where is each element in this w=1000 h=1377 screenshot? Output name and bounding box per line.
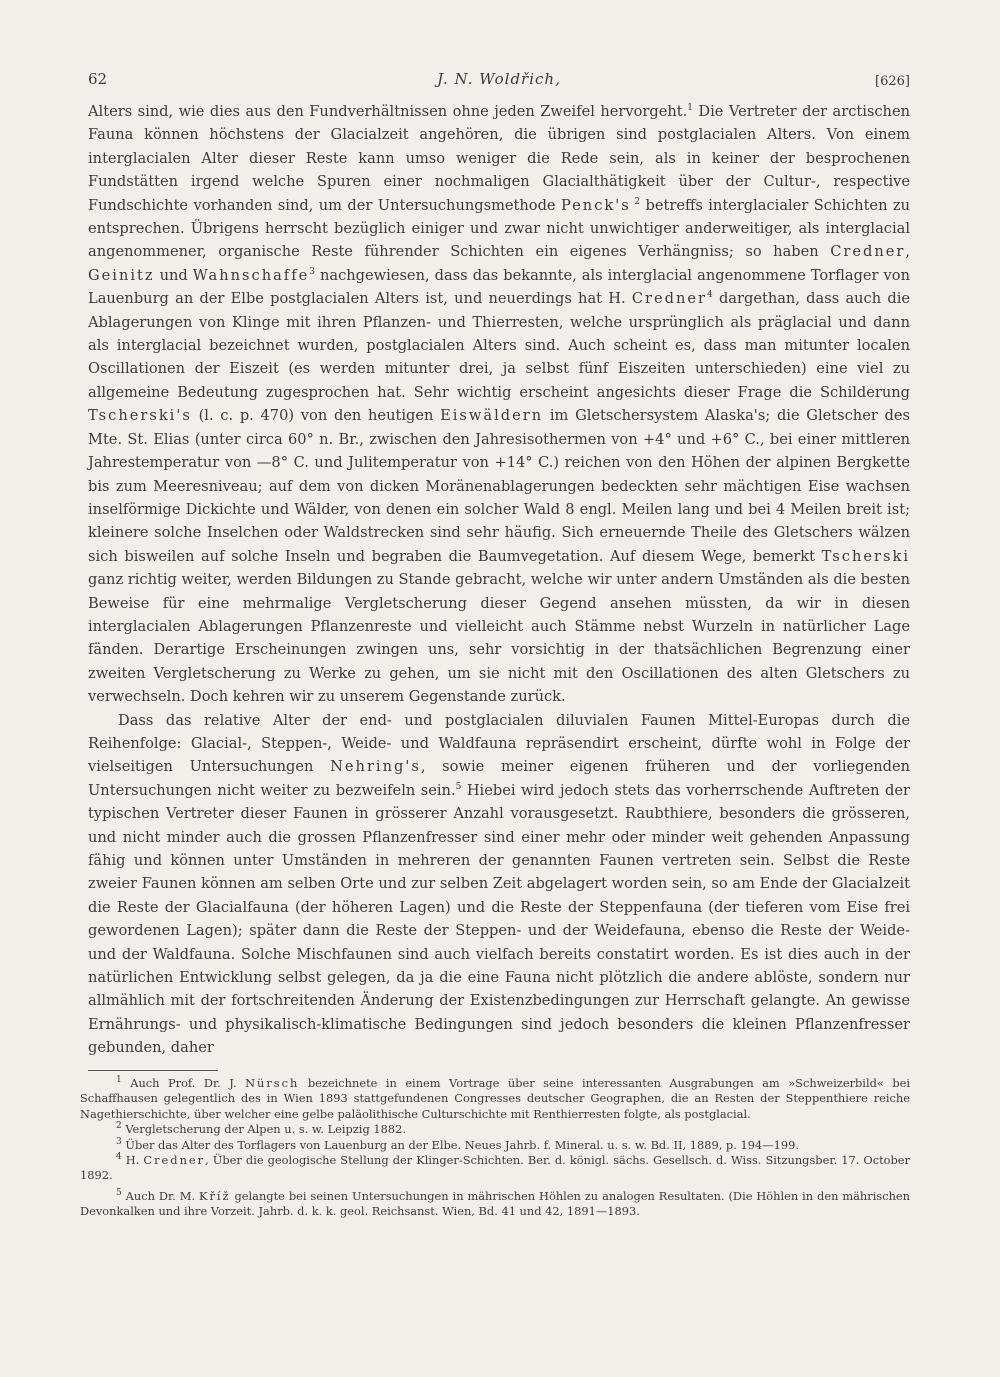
text-run: Die Vertreter der arctischen Fauna können höchstens der Glacialzeit angehören, die übrigen sind postglacialen Alters. Von einem interglacialen Alter dieser Reste kann umso weniger die Rede sein, als in keiner der besprochenen Fundstätten irgend welche Spuren einer nochmaligen Glacialthätigkeit über der Cultur-, respective Fundschichte vorhanden sind, um der Untersuchungsmethode <box>88 103 910 214</box>
term-eiswaeldern: Eiswäldern <box>440 407 544 425</box>
text-run: H. <box>121 1153 144 1168</box>
footnote-ref-4: 4 <box>706 290 713 301</box>
footnote-mark: 3 <box>116 1136 122 1147</box>
text-run: gelangte bei seinen Untersuchungen in mährischen Höhlen zu analogen Resultaten. (Die Höhlen in den mährischen Devonkalken und ihre Vorzeit. Jahrb. d. k. k. geol. Reichsanst. Wien, Bd. 41 und 42, 1891—1893. <box>80 1188 910 1219</box>
footnote-mark: 2 <box>116 1121 122 1132</box>
text-run: (l. c. p. 470) von den heutigen <box>191 407 441 425</box>
author-name-nehring: Nehring's <box>330 758 421 776</box>
text-run: Dass das relative Alter der end- und postglacialen diluvialen Faunen Mittel-Europas durch die Reihenfolge: Glacial-, Steppen-, Weide- und Waldfauna repräsendirt erscheint, dürfte wohl in Folge der vielseitigen Untersuchungen <box>88 711 910 776</box>
footnote-mark: 1 <box>116 1075 122 1086</box>
footnote-separator <box>88 1070 218 1071</box>
footnote-5 <box>80 1189 910 1220</box>
text-run: Auch Prof. Dr. J. <box>121 1076 246 1090</box>
author-name-tscherski: Tscherski <box>821 547 910 565</box>
author-name-kriz: Kříž <box>198 1188 231 1203</box>
page-number: 62 <box>88 70 108 88</box>
footnote-4 <box>80 1153 910 1184</box>
author-name-credner: Credner <box>830 243 906 261</box>
footnote-2 <box>80 1122 910 1137</box>
author-name-geinitz: Geinitz <box>88 266 155 284</box>
footnote-ref-3: 3 <box>309 266 315 277</box>
footnote-ref-2: 2 <box>630 196 641 207</box>
text-run: Hiebei wird jedoch stets das vorherrschende Auftreten der typischen Vertreter dieser Faunen in grösserer Anzahl vorausgesetzt. Raubthiere, besonders die grösseren, und nicht minder auch die grossen Pflanzenfresser sind einer mehr oder minder weit gehenden Anpassung fähig und können unter Umständen in mehreren der genannten Faunen vertreten sein. Selbst die Reste zweier Faunen können am selben Orte und zur selben Zeit abgelagert worden sein, so am Ende der Glacialzeit die Reste der Glacialfauna (der höheren Lagen) und die Reste der Steppenfauna (der tieferen vom Eise frei gewordenen Lagen); später dann die Reste der Steppen- und der Weidefauna, ebenso die Reste der Weide- und der Waldfauna. Solche Mischfaunen sind auch vielfach bereits constatirt worden. Es ist dies auch in der natürlichen Entwicklung selbst gelegen, da ja die eine Fauna nicht plötzlich die andere ablöste, sondern nur allmählich mit der fortschreitenden Änderung der Existenzbedingungen zur Herrschaft gelangte. An gewisse Ernährungs- und physikalisch-klimatische Bedingungen sind jedoch besonders die kleinen Pflanzenfresser gebunden, daher <box>88 781 910 1057</box>
text-run: bezeichnete in einem Vortrage über seine interessanten Ausgrabungen am »Schweizerbild« bei Schaffhausen gelegentlich des in Wien 1893 stattgefundenen Congresses deutscher Geographen, die an Resten der Steppenthiere reiche Nagethierschichte, über welcher eine gelbe paläolithische Culturschichte mit Renthierresten folgte, als postglacial. <box>80 1076 911 1121</box>
footnote-1 <box>80 1076 910 1122</box>
text-run: dargethan, dass auch die Ablagerungen von Klinge mit ihren Pflanzen- und Thierresten, welche ursprünglich als präglacial und dann als interglacial bezeichnet wurden, postglacialen Alters sind. Auch scheint es, dass man mitunter localen Oscillationen der Eiszeit (es werden mitunter drei, ja selbst fünf Eiszeiten unterschieden) eine viel zu allgemeine Bedeutung zugesprochen hat. Sehr wichtig erscheint angesichts dieser Frage die Schilderung <box>88 290 910 401</box>
paragraph-2 <box>88 709 910 1060</box>
author-name-penck: Penck's <box>561 196 631 214</box>
author-name-tscherski: Tscherski's <box>88 407 192 425</box>
running-header <box>88 70 910 94</box>
text-run: Vergletscherung der Alpen u. s. w. Leipzig 1882. <box>121 1122 406 1137</box>
text-run: , Über die geologische Stellung der Klinger-Schichten. Ber. d. königl. sächs. Gesellsch. d. Wiss. Sitzungsber. 17. October 1892. <box>80 1153 910 1183</box>
footnote-ref-1: 1 <box>687 103 693 114</box>
footnote-mark: 4 <box>116 1152 122 1163</box>
author-name-credner: Credner <box>631 290 707 308</box>
author-name-credner: Credner <box>143 1153 206 1168</box>
text-run: , sowie meiner eigenen früheren und der vorliegenden Untersuchungen nicht weiter zu bezweifeln sein. <box>88 758 910 799</box>
author-name-nuersch: Nürsch <box>245 1076 300 1090</box>
footnote-3 <box>80 1138 910 1153</box>
footnotes <box>80 1076 910 1220</box>
original-page-reference: [626] <box>875 74 910 89</box>
running-title-author: J. N. Woldřich, <box>437 70 561 88</box>
text-run: im Gletschersystem Alaska's; die Gletscher des Mte. St. Elias (unter circa 60° n. Br., zwischen den Jahresisothermen von +4° und +6° C., bei einer mittleren Jahrestemperatur von —8° C. und Julitemperatur von +14° C.) reichen von den Höhen der alpinen Bergkette bis zum Meeresniveau; auf dem von dicken Moränenablagerungen bedeckten sehr mächtigen Eise wachsen inselförmige Dickichte und Wälder, von denen ein solcher Wald 8 engl. Meilen lang und bei 4 Meilen breit ist; kleinere solche Inselchen oder Waldstrecken sind sehr häufig. Sich erneuernde Theile des Gletschers wälzen sich bisweilen auf solche Inseln und begraben die Baumvegetation. Auf diesem Wege, bemerkt <box>88 407 910 565</box>
text-run: betreffs interglacialer Schichten zu entsprechen. Übrigens herrscht bezüglich einiger und zwar nicht unwichtiger anderweitiger, als interglacial angenommener, organische Reste führender Schichten ein eigenes Verhängniss; so haben <box>88 196 910 261</box>
footnote-ref-5: 5 <box>455 781 462 792</box>
text-run: , <box>905 243 910 261</box>
footnote-mark: 5 <box>116 1188 122 1199</box>
author-name-wahnschaffe: Wahnschaffe <box>192 266 310 284</box>
text-run: Über das Alter des Torflagers von Lauenburg an der Elbe. Neues Jahrb. f. Mineral. u. s. w. Bd. II, 1889, p. 194—199. <box>121 1137 799 1152</box>
text-run: ganz richtig weiter, werden Bildungen zu Stande gebracht, welche wir unter andern Umständen als die besten Beweise für eine mehrmalige Vergletscherung dieser Gegend ansehen müssten, da wir in diesen interglacialen Ablagerungen Pflanzenreste und vielleicht auch Stämme nebst Wurzeln in natürlicher Lage fänden. Derartige Erscheinungen zwingen uns, sehr vorsichtig in der thatsächlichen Begrenzung einer zweiten Vergletscherung zu Werke zu gehen, um sie nicht mit den Oscillationen des alten Gletschers zu verwechseln. Doch kehren wir zu unserem Gegenstande zurück. <box>88 571 910 706</box>
paragraph-1 <box>88 100 910 709</box>
text-run: Auch Dr. M. <box>121 1188 199 1203</box>
text-run: und <box>154 266 193 284</box>
text-run: Alters sind, wie dies aus den Fundverhältnissen ohne jeden Zweifel hervorgeht. <box>88 103 688 120</box>
body-text <box>88 100 910 1060</box>
text-run: nachgewiesen, dass das bekannte, als interglacial angenommene Torflager von Lauenburg an der Elbe postglacialen Alters ist, und neuerdings hat H. <box>88 266 910 308</box>
